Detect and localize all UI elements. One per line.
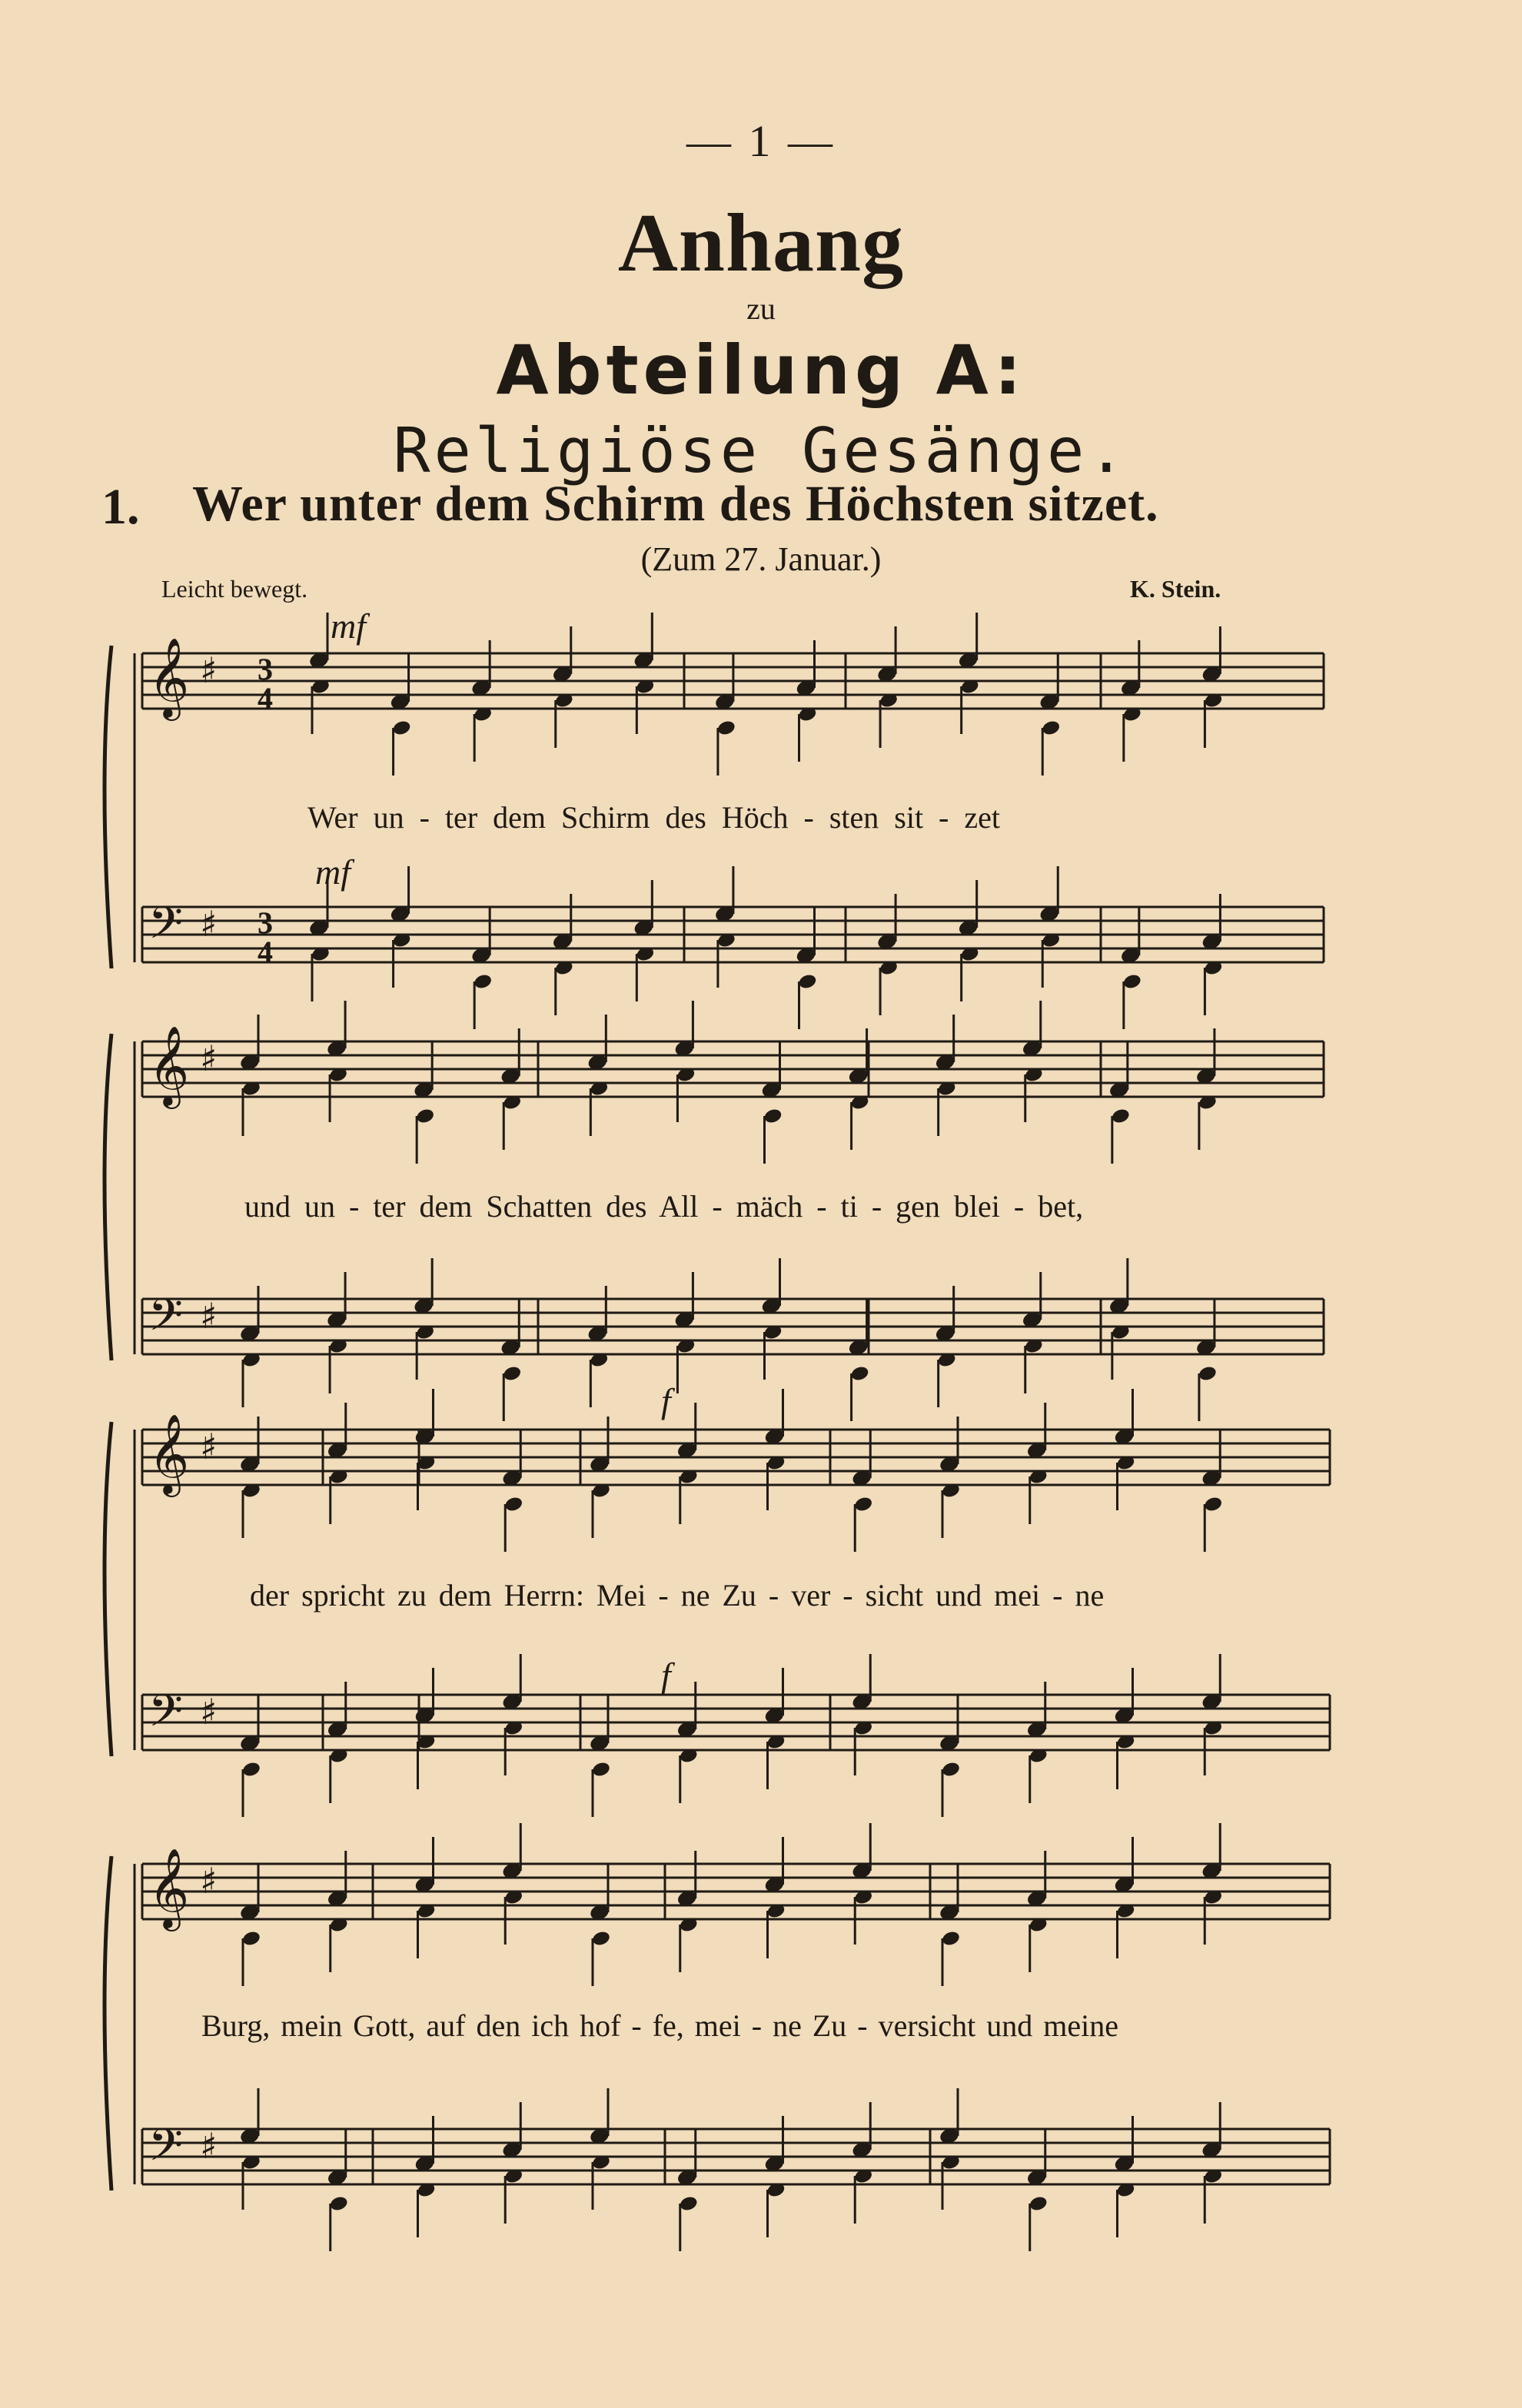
- note-head: [503, 1496, 523, 1513]
- dynamic-marking: mf: [315, 852, 351, 892]
- note-head: [941, 1761, 961, 1779]
- bass-clef-icon: 𝄢: [148, 1289, 184, 1352]
- note-head: [241, 1930, 261, 1948]
- dynamic-marking: f: [661, 1656, 671, 1695]
- bass-clef-icon: 𝄢: [148, 1685, 184, 1748]
- sharp-sign: ♯: [200, 649, 218, 691]
- sharp-sign: ♯: [200, 903, 218, 945]
- note-head: [1198, 1365, 1218, 1383]
- heading-zu: zu: [746, 291, 776, 326]
- note-head: [1122, 973, 1142, 991]
- note-head: [1203, 1496, 1223, 1513]
- note-head: [502, 1365, 522, 1383]
- song-number: 1.: [101, 479, 140, 535]
- system-brace: [105, 1422, 111, 1756]
- note-head: [853, 1496, 873, 1513]
- time-signature-denominator: 4: [258, 681, 273, 716]
- section-heading: Religiöse Gesänge.: [393, 415, 1129, 487]
- note-head: [241, 1761, 261, 1779]
- sharp-sign: ♯: [200, 1038, 218, 1079]
- note-head: [392, 719, 412, 737]
- lyrics-line: Wer un - ter dem Schirm des Höch - sten sit - zet: [307, 800, 1000, 835]
- sharp-sign: ♯: [200, 1295, 218, 1337]
- dynamic-marking: mf: [331, 606, 366, 646]
- bass-clef-icon: 𝄢: [148, 897, 184, 960]
- composer: K. Stein.: [1130, 575, 1221, 603]
- bass-clef-icon: 𝄢: [148, 2119, 184, 2182]
- note-head: [716, 719, 736, 737]
- note-head: [1041, 719, 1061, 737]
- dynamic-marking: f: [661, 1381, 671, 1420]
- time-signature-numerator: 3: [258, 652, 273, 686]
- note-head: [679, 2195, 699, 2213]
- treble-clef-icon: 𝄞: [148, 1848, 190, 1928]
- note-head: [763, 1108, 783, 1125]
- note-head: [797, 973, 817, 991]
- note-head: [850, 1365, 870, 1383]
- lyrics-line: und un - ter dem Schatten des All - mäch - ti - gen blei - bet,: [244, 1189, 1084, 1224]
- system-brace: [105, 1856, 111, 2190]
- note-head: [415, 1108, 435, 1125]
- heading-anhang: Anhang: [617, 198, 905, 289]
- sharp-sign: ♯: [200, 1860, 218, 1901]
- treble-clef-icon: 𝄞: [148, 637, 190, 718]
- treble-clef-icon: 𝄞: [148, 1413, 190, 1494]
- note-head: [591, 1761, 611, 1779]
- song-occasion: (Zum 27. Januar.): [640, 540, 882, 578]
- note-head: [941, 1930, 961, 1948]
- song-title: Wer unter dem Schirm des Höchsten sitzet.: [192, 476, 1159, 532]
- tempo-marking: Leicht bewegt.: [161, 575, 308, 603]
- system-brace: [105, 646, 111, 968]
- note-head: [1111, 1108, 1131, 1125]
- note-head: [591, 1930, 611, 1948]
- note-head: [473, 973, 493, 991]
- lyrics-line: Burg, mein Gott, auf den ich hof - fe, mei - ne Zu - versicht und meine: [201, 2008, 1118, 2043]
- sharp-sign: ♯: [200, 2125, 218, 2167]
- sharp-sign: ♯: [200, 1426, 218, 1467]
- sharp-sign: ♯: [200, 1691, 218, 1732]
- heading-abteilung: Abteilung A:: [496, 330, 1026, 410]
- note-head: [329, 2195, 349, 2213]
- treble-clef-icon: 𝄞: [148, 1025, 190, 1106]
- system-brace: [105, 1034, 111, 1360]
- time-signature-denominator: 4: [258, 935, 273, 969]
- time-signature-numerator: 3: [258, 905, 273, 940]
- lyrics-line: der spricht zu dem Herrn: Mei - ne Zu - ver - sicht und mei - ne: [250, 1578, 1105, 1613]
- page-number: — 1 —: [686, 116, 836, 166]
- note-head: [1029, 2195, 1048, 2213]
